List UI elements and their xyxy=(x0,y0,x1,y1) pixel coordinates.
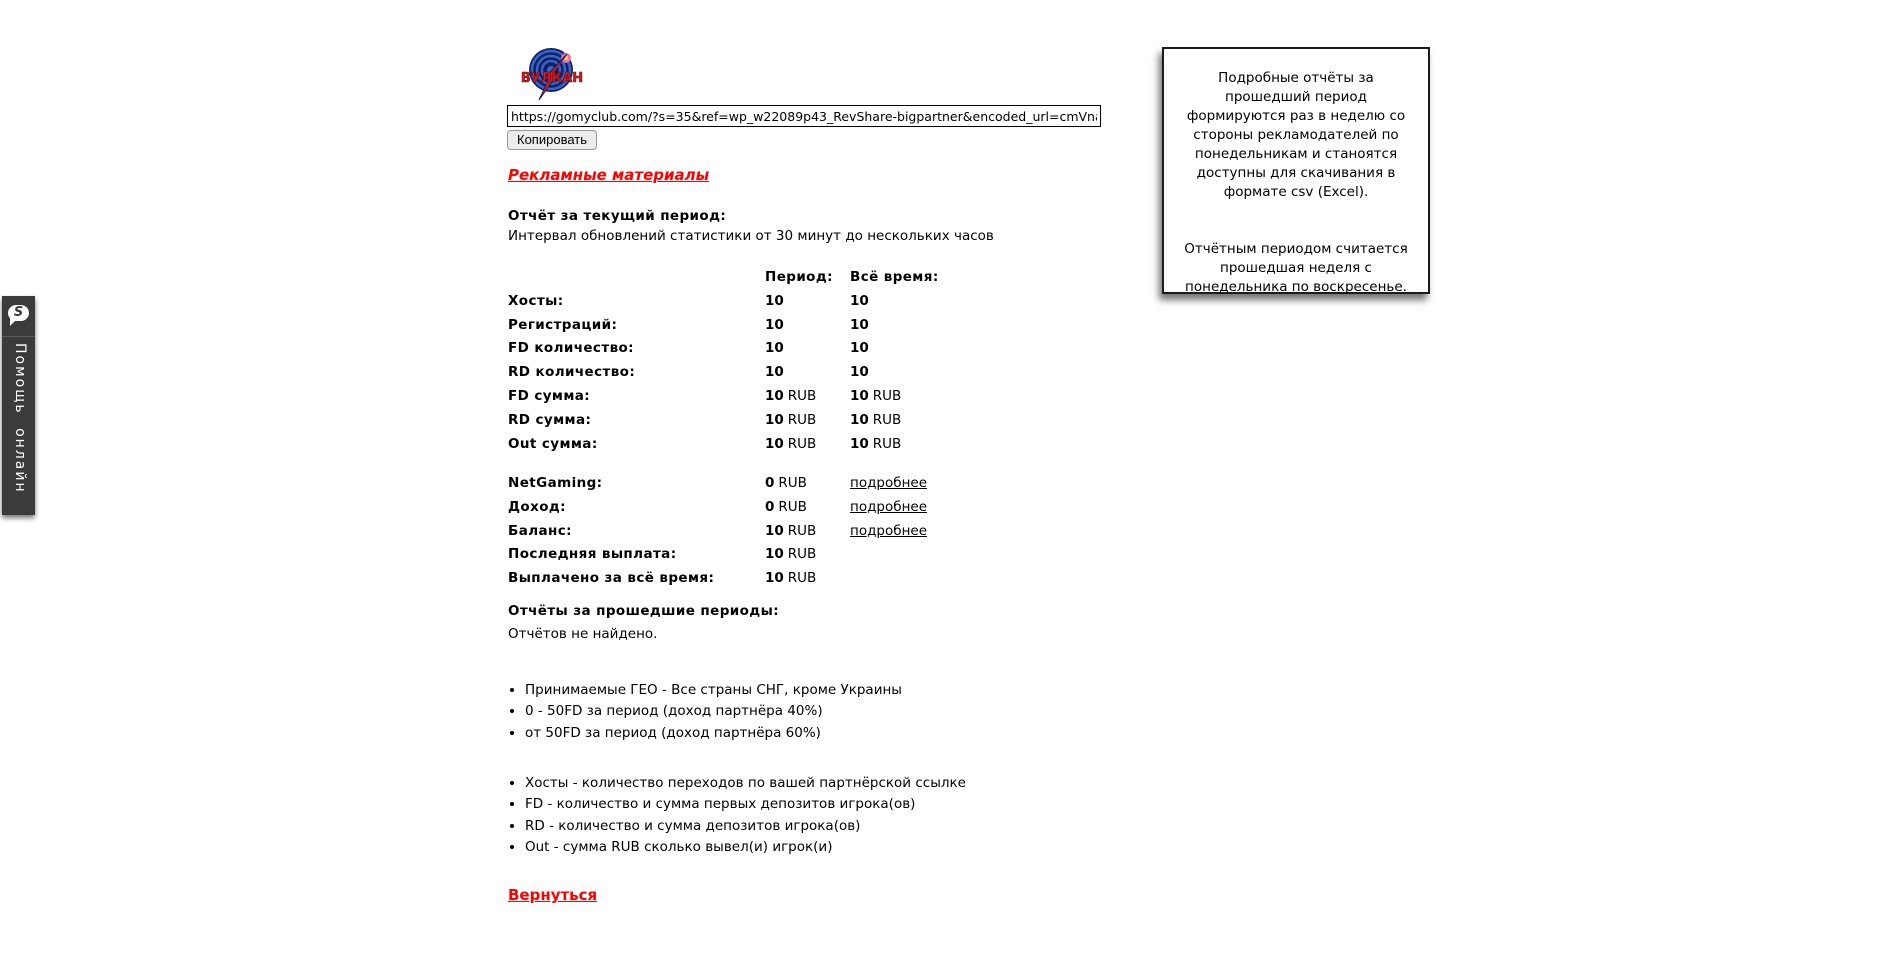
total-label: Последняя выплата: xyxy=(508,546,677,563)
current-period-title: Отчёт за текущий период: xyxy=(508,208,727,224)
stat-alltime-value: 10 xyxy=(850,316,869,333)
glossary-item: • Хосты - количество переходов по вашей партнёрской ссылке xyxy=(525,773,966,794)
term-item: • от 50FD за период (доход партнёра 60%) xyxy=(525,723,902,744)
column-header-period: Период: xyxy=(765,269,833,285)
stat-label: RD сумма: xyxy=(508,411,592,428)
glossary-item: • FD - количество и сумма первых депозитов игрока(ов) xyxy=(525,794,966,815)
totals-table xyxy=(508,472,990,591)
stat-label: RD количество: xyxy=(508,364,636,381)
glossary-item: • Out - сумма RUB сколько вывел(и) игрок(и) xyxy=(525,837,966,858)
term-item: • 0 - 50FD за период (доход партнёра 40%) xyxy=(525,701,902,722)
online-help-label: Помощь онлайн xyxy=(12,343,28,494)
stat-alltime-value: 10 RUB xyxy=(850,387,902,404)
info-paragraph-1: Подробные отчёты за прошедший период формируются раз в неделю со стороны рекламодателей по понедельникам и станоятся доступны для скачивания в формате csv (Excel). xyxy=(1186,70,1406,200)
back-link[interactable]: Вернуться xyxy=(508,886,598,904)
total-label: Баланс: xyxy=(508,522,572,539)
vulkan-logo xyxy=(521,46,585,101)
column-header-alltime: Всё время: xyxy=(850,269,939,285)
logo-text: ВУЛКАН xyxy=(521,71,584,86)
chat-bubble-icon xyxy=(8,305,29,321)
weekly-reports-info-box xyxy=(1162,47,1430,294)
glossary-list xyxy=(508,773,966,858)
total-label: NetGaming: xyxy=(508,475,603,491)
stat-label: FD количество: xyxy=(508,340,634,357)
glossary-item: • RD - количество и сумма депозитов игрока(ов) xyxy=(525,816,966,837)
stat-alltime-value: 10 xyxy=(850,340,869,357)
stat-label: Регистраций: xyxy=(508,316,618,333)
details-link[interactable]: подробнее xyxy=(850,498,928,515)
past-periods-empty: Отчётов не найдено. xyxy=(508,626,658,642)
stat-label: FD сумма: xyxy=(508,387,591,404)
stat-period-value: 10 xyxy=(765,340,784,357)
details-cell xyxy=(850,496,990,520)
copy-button[interactable]: Копировать xyxy=(507,130,597,150)
total-value: 0 RUB xyxy=(765,498,807,515)
stat-period-value: 10 RUB xyxy=(765,411,817,428)
total-value: 0 RUB xyxy=(765,475,807,491)
stat-alltime-value: 10 RUB xyxy=(850,435,902,452)
referral-url-input[interactable] xyxy=(507,105,1101,127)
stat-label: Хосты: xyxy=(508,292,564,309)
total-value: 10 RUB xyxy=(765,546,817,563)
details-link[interactable]: подробнее xyxy=(850,475,928,491)
spacer xyxy=(508,266,765,290)
info-paragraph-2: Отчётным периодом считается прошедшая неделя с понедельника по воскресенье. xyxy=(1184,241,1408,295)
stat-period-value: 10 xyxy=(765,316,784,333)
siteheart-s-glyph: S xyxy=(13,305,24,320)
stat-period-value: 10 RUB xyxy=(765,387,817,404)
advertising-materials-link[interactable]: Рекламные материалы xyxy=(508,166,710,184)
terms-list xyxy=(508,680,902,744)
total-label: Выплачено за всё время: xyxy=(508,570,715,587)
total-value: 10 RUB xyxy=(765,522,817,539)
past-periods-title: Отчёты за прошедшие периоды: xyxy=(508,603,780,619)
stat-period-value: 10 xyxy=(765,364,784,381)
details-cell xyxy=(850,543,990,567)
term-item: • Принимаемые ГЕО - Все страны СНГ, кроме Украины xyxy=(525,680,902,701)
paragraph-gap xyxy=(1176,202,1416,240)
details-cell xyxy=(850,567,990,591)
stat-alltime-value: 10 xyxy=(850,364,869,381)
details-link[interactable]: подробнее xyxy=(850,522,928,539)
details-cell xyxy=(850,520,990,544)
update-interval-note: Интервал обновлений статистики от 30 минут до нескольких часов xyxy=(508,228,994,244)
chat-icon-box xyxy=(2,296,35,337)
stat-alltime-value: 10 xyxy=(850,292,869,309)
stat-period-value: 10 RUB xyxy=(765,435,817,452)
stat-period-value: 10 xyxy=(765,292,784,309)
details-cell xyxy=(850,472,990,496)
stat-label: Out сумма: xyxy=(508,435,598,452)
total-value: 10 RUB xyxy=(765,570,817,587)
total-label: Доход: xyxy=(508,498,566,515)
stats-table xyxy=(508,266,990,456)
stat-alltime-value: 10 RUB xyxy=(850,411,902,428)
online-help-tab[interactable] xyxy=(2,296,35,515)
